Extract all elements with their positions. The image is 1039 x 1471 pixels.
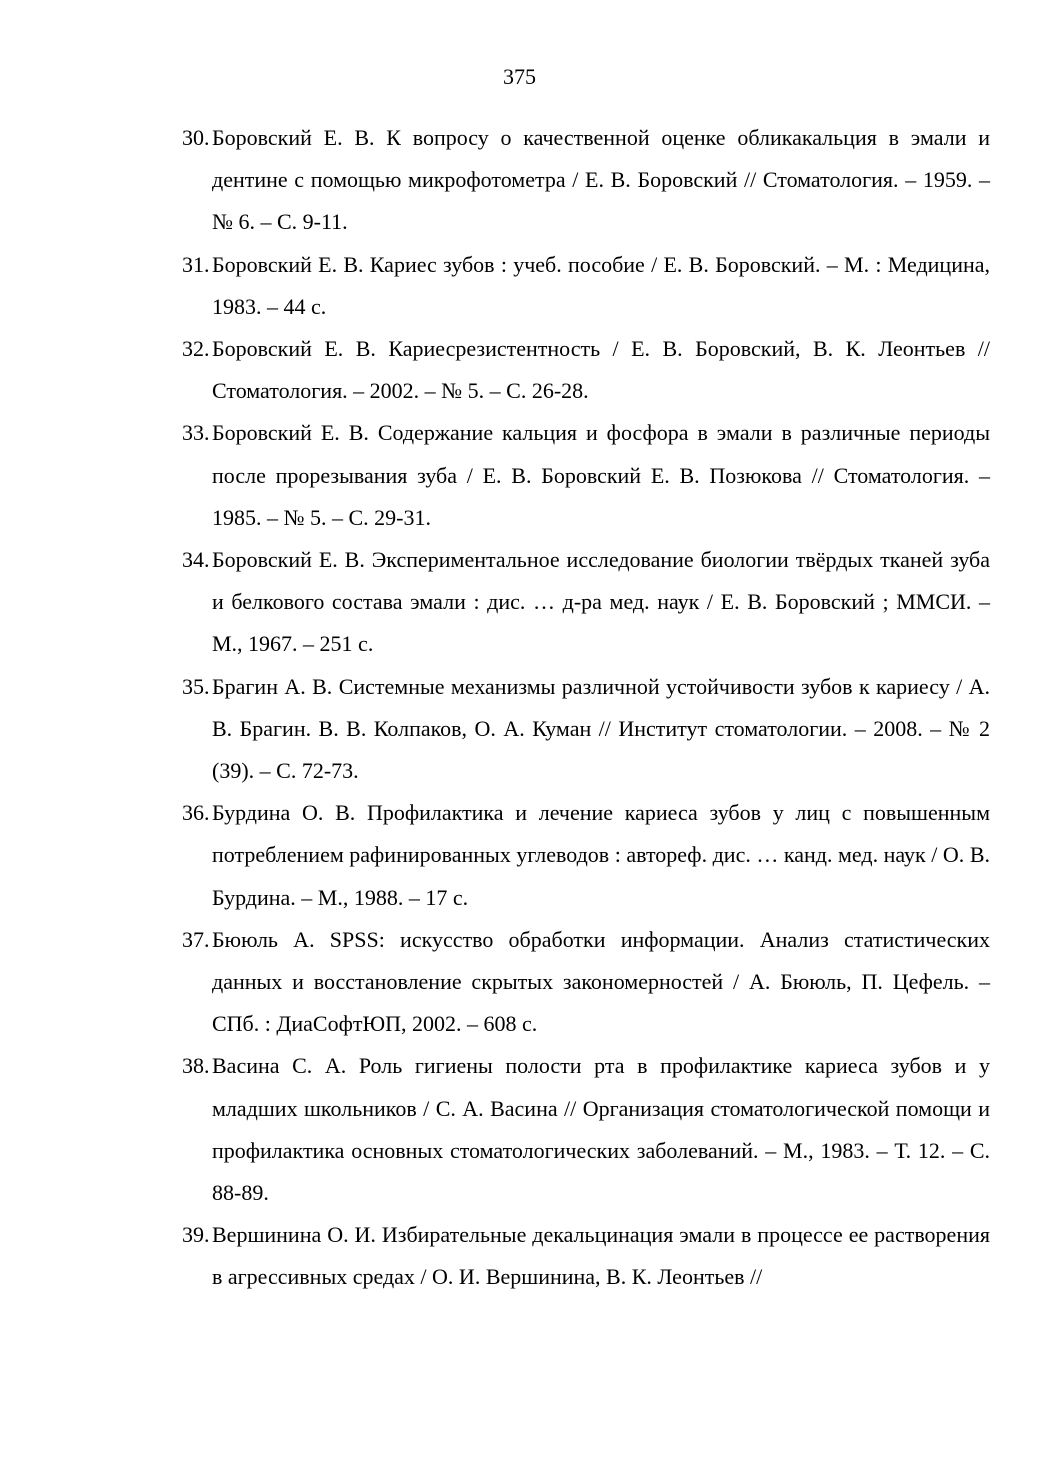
reference-text: Боровский Е. В. Кариесрезистентность / Е. В. Боровский, В. К. Леонтьев // Стоматология. – 2002. – № 5. – С. 26-28. — [212, 336, 990, 404]
reference-item — [182, 539, 990, 666]
reference-list — [182, 117, 990, 1299]
reference-number: 30. — [182, 125, 210, 150]
reference-number: 33. — [182, 420, 210, 446]
reference-number: 32. — [182, 336, 210, 362]
reference-item — [182, 792, 990, 919]
page-number: 375 — [503, 64, 536, 89]
reference-item — [182, 117, 990, 244]
reference-number: 34. — [182, 547, 210, 573]
reference-number: 31. — [182, 251, 210, 277]
reference-number: 37. — [182, 926, 210, 952]
reference-text: Вершинина О. И. Избирательные декальцинация эмали в процессе ее растворения в агрессивных средах / О. И. Вершинина, В. К. Леонтьев // — [212, 1222, 990, 1290]
reference-text: Васина С. А. Роль гигиены полости рта в профилактике кариеса зубов и у младших школьников / С. А. Васина // Организация стоматологической помощи и профилактика основных стоматологических заболеваний. – М., 1983. – Т. 12. – С. 88-89. — [212, 1053, 990, 1206]
reference-item — [182, 244, 990, 328]
reference-number: 35. — [182, 673, 210, 699]
reference-text: Боровский Е. В. Кариес зубов : учеб. пособие / Е. В. Боровский. – М. : Медицина, 1983. – 44 с. — [212, 251, 990, 319]
reference-item — [182, 412, 990, 539]
reference-text: Бююль А. SPSS: искусство обработки информации. Анализ статистических данных и восстановление скрытых закономерностей / А. Бююль, П. Цефель. – СПб. : ДиаСофтЮП, 2002. – 608 с. — [212, 926, 990, 1037]
reference-text: Боровский Е. В. Экспериментальное исследование биологии твёрдых тканей зуба и белкового состава эмали : дис. … д-ра мед. наук / Е. В. Боровский ; ММСИ. – М., 1967. – 251 с. — [212, 547, 990, 657]
reference-number: 36. — [182, 800, 210, 826]
reference-item — [182, 1214, 990, 1298]
reference-text: Боровский Е. В. К вопросу о качественной оценке обликакальция в эмали и дентине с помощью микрофотометра / Е. В. Боровский // Стоматология. – 1959. – № 6. – С. 9-11. — [212, 125, 990, 235]
reference-text: Боровский Е. В. Содержание кальция и фосфора в эмали в различные периоды после прорезывания зуба / Е. В. Боровский Е. В. Позюкова // Стоматология. – 1985. – № 5. – С. 29-31. — [212, 420, 990, 530]
reference-item — [182, 1045, 990, 1214]
reference-item — [182, 328, 990, 412]
reference-text: Брагин А. В. Системные механизмы различной устойчивости зубов к кариесу / А. В. Брагин. В. В. Колпаков, О. А. Куман // Институт стоматологии. – 2008. – № 2 (39). – С. 72-73. — [212, 673, 990, 784]
reference-number: 38. — [182, 1053, 210, 1079]
reference-text: Бурдина О. В. Профилактика и лечение кариеса зубов у лиц с повышенным потреблением рафинированных углеводов : автореф. дис. … канд. мед. наук / О. В. Бурдина. – М., 1988. – 17 с. — [212, 800, 990, 910]
reference-item — [182, 666, 990, 793]
reference-number: 39. — [182, 1222, 210, 1248]
reference-item — [182, 919, 990, 1046]
